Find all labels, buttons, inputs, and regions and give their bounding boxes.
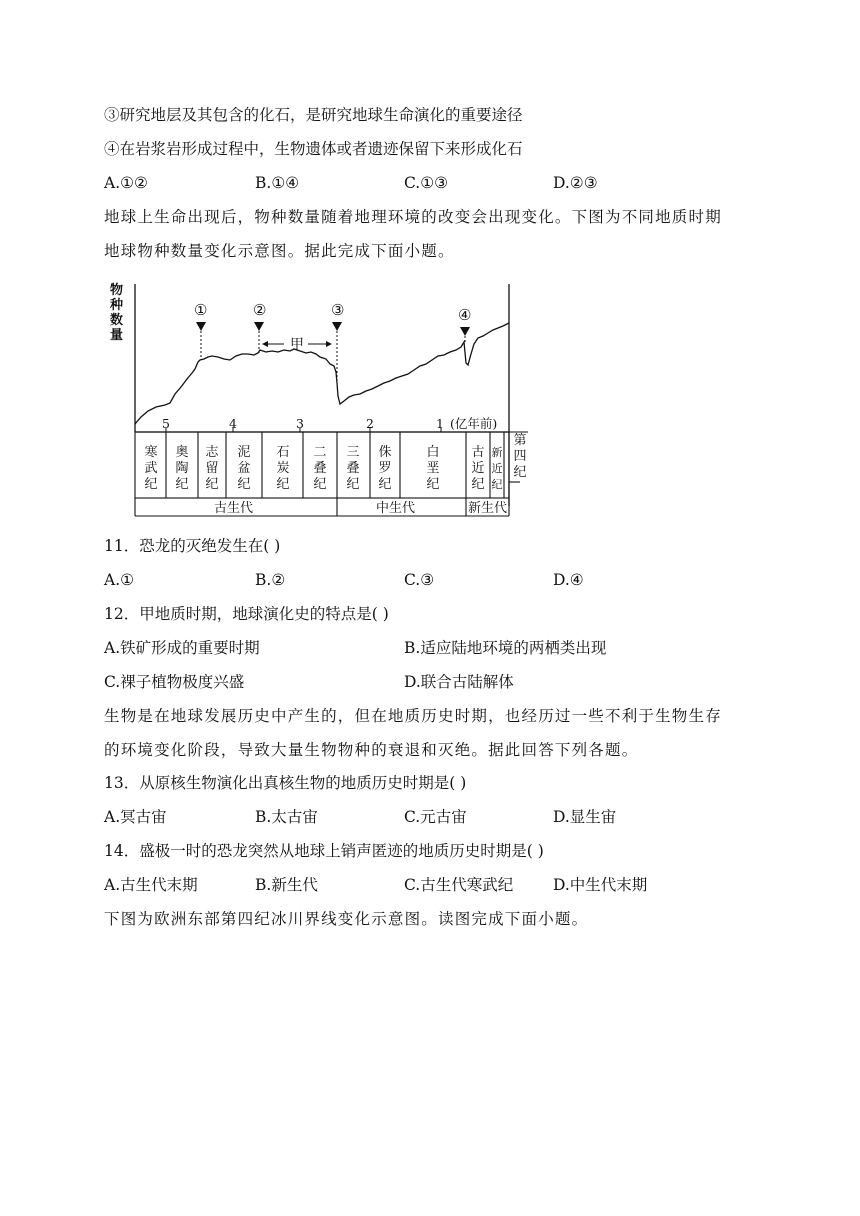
q10-option-d: D.②③ [553,174,598,192]
intro2-line1: 生物是在地球发展历史中产生的，但在地质历史时期，也经历过一些不利于生物生存 [104,707,722,725]
svg-text:(亿年前): (亿年前) [450,416,498,431]
svg-text:纪: 纪 [144,477,158,492]
svg-text:纪: 纪 [426,477,440,492]
svg-text:纪: 纪 [313,477,327,492]
svg-text:纪: 纪 [471,477,485,492]
intro2-line2: 的环境变化阶段，导致大量生物物种的衰退和灭绝。据此回答下列各题。 [104,741,639,759]
q10-option-c: C.①③ [404,174,449,192]
svg-text:4: 4 [229,416,237,431]
marker-1 [194,301,207,360]
period-label [471,444,484,492]
event-markers [194,301,471,384]
q10-option-a: A.①② [104,174,148,192]
svg-text:第: 第 [513,433,527,448]
svg-text:纪: 纪 [513,465,527,480]
q14-stem: 14．盛极一时的恐龙突然从地球上销声匿迹的地质历史时期是( ) [104,842,544,860]
period-label [378,444,391,492]
svg-text:古: 古 [471,445,485,460]
svg-text:纪: 纪 [276,477,290,492]
q12-option-d: D.联合古陆解体 [404,673,514,691]
period-label [205,444,219,492]
q11-option-a: A.① [104,571,135,589]
q12-option-a: A.铁矿形成的重要时期 [104,639,260,657]
statement-4: ④在岩浆岩形成过程中，生物遗体或者遗迹保留下来形成化石 [104,140,523,158]
svg-text:武: 武 [144,461,158,476]
svg-text:纪: 纪 [378,477,392,492]
q13-option-a: A.冥古宙 [104,808,167,826]
intro1-line1: 地球上生命出现后，物种数量随着地理环境的改变会出现变化。下图为不同地质时期 [104,208,722,226]
marker-3 [331,301,344,384]
period-labels [144,433,526,492]
svg-text:垩: 垩 [426,461,440,476]
q13-option-c: C.元古宙 [404,808,467,826]
marker-4 [458,306,471,342]
y-axis-label [109,282,124,343]
svg-text:②: ② [253,301,267,319]
q13-option-d: D.显生宙 [553,808,617,826]
svg-text:泥: 泥 [237,445,251,460]
q14-option-a: A.古生代末期 [104,876,198,894]
svg-text:二: 二 [313,445,327,460]
q11-stem: 11．恐龙的灭绝发生在( ) [104,537,281,555]
svg-text:留: 留 [205,461,219,476]
period-label [175,444,188,492]
svg-text:①: ① [194,301,208,319]
svg-text:叠: 叠 [313,461,327,476]
svg-text:纪: 纪 [237,477,251,492]
svg-text:炭: 炭 [276,461,290,476]
svg-text:甲: 甲 [290,337,304,353]
svg-text:石: 石 [276,445,290,460]
svg-text:罗: 罗 [378,461,392,476]
species-count-figure [108,280,528,522]
q13-stem: 13．从原核生物演化出真核生物的地质历史时期是( ) [104,774,467,792]
svg-text:④: ④ [458,306,472,324]
x-ticks [162,416,497,432]
statement-3: ③研究地层及其包含的化石，是研究地球生命演化的重要途径 [104,106,523,124]
svg-text:古生代: 古生代 [214,501,254,516]
svg-text:纪: 纪 [175,477,189,492]
svg-text:志: 志 [205,445,219,460]
q10-option-b: B.①④ [255,174,300,192]
period-label [426,445,439,492]
q14-option-c: C.古生代寒武纪 [404,876,514,894]
q12-option-c: C.裸子植物极度兴盛 [104,673,245,691]
svg-text:叠: 叠 [346,461,360,476]
svg-text:盆: 盆 [237,461,251,476]
svg-text:3: 3 [296,416,304,431]
svg-text:5: 5 [162,416,170,431]
svg-text:新生代: 新生代 [468,501,508,516]
period-label [346,445,359,492]
svg-text:中生代: 中生代 [376,501,416,516]
period-label [237,445,250,492]
svg-text:寒: 寒 [144,445,158,460]
svg-text:纪: 纪 [205,477,219,492]
svg-text:种: 种 [110,298,124,313]
intro3: 下图为欧洲东部第四纪冰川界线变化示意图。读图完成下面小题。 [104,910,589,928]
q11-option-c: C.③ [404,571,435,589]
q12-option-b: B.适应陆地环境的两栖类出现 [404,639,607,657]
species-curve [135,323,509,424]
q14-option-d: D.中生代末期 [553,876,648,894]
svg-text:数: 数 [110,313,124,328]
intro1-line2: 地球物种数量变化示意图。据此完成下面小题。 [104,242,455,260]
svg-text:纪: 纪 [346,477,360,492]
svg-text:2: 2 [366,416,374,431]
period-label [313,445,326,492]
svg-text:陶: 陶 [175,461,189,476]
svg-text:1: 1 [436,416,444,431]
q11-option-d: D.④ [553,571,584,589]
svg-text:纪: 纪 [491,478,503,491]
svg-text:奥: 奥 [175,445,189,460]
period-label [144,444,157,492]
svg-text:物: 物 [110,283,124,298]
svg-text:量: 量 [110,328,124,343]
period-label [513,433,526,480]
svg-text:白: 白 [426,445,440,460]
svg-text:③: ③ [331,301,345,319]
svg-text:近: 近 [471,461,485,476]
q12-stem: 12．甲地质时期，地球演化史的特点是( ) [104,605,389,623]
era-labels [214,500,507,516]
q13-option-b: B.太古宙 [255,808,318,826]
period-label [492,446,503,491]
svg-text:新: 新 [491,446,503,459]
period-label [276,445,289,492]
q11-option-b: B.② [255,571,286,589]
svg-text:四: 四 [513,449,527,464]
svg-text:三: 三 [346,445,360,460]
svg-text:近: 近 [491,462,503,475]
svg-text:侏: 侏 [378,445,392,460]
q14-option-b: B.新生代 [255,876,318,894]
